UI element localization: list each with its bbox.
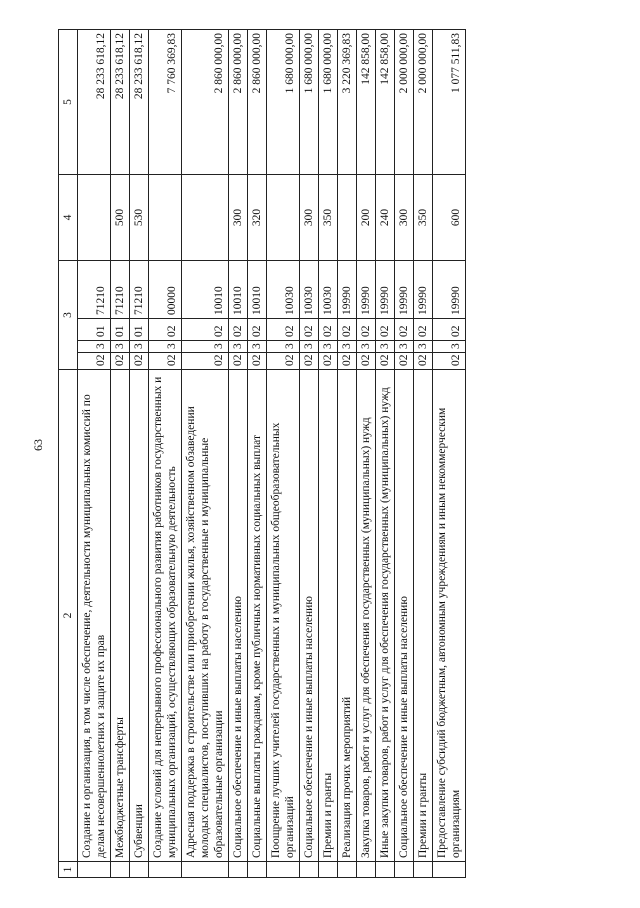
amount: 142 858,00 xyxy=(376,30,395,175)
table-row xyxy=(319,30,338,878)
row-name: Иные закупки товаров, работ и услуг для обеспечения государственных (муниципальных) нужд xyxy=(376,370,395,862)
code-part-3: 02 xyxy=(149,319,182,341)
code-part-2: 3 xyxy=(267,341,300,353)
row-name: Создание условий для непрерывного профессионального развития работников государственных и муниципальных организаций, осуществляющих образовательную деятельность xyxy=(149,370,182,862)
row-number-cell xyxy=(414,862,433,878)
expense-type-code xyxy=(149,175,182,261)
row-number-cell xyxy=(78,862,111,878)
expense-type-code: 300 xyxy=(395,175,414,261)
amount: 1 077 511,83 xyxy=(433,30,466,175)
row-number-cell xyxy=(395,862,414,878)
code-part-3: 02 xyxy=(229,319,248,341)
amount: 2 860 000,00 xyxy=(248,30,267,175)
code-part-4: 10010 xyxy=(182,261,229,319)
expense-type-code: 300 xyxy=(229,175,248,261)
code-part-4: 19990 xyxy=(414,261,433,319)
amount: 2 000 000,00 xyxy=(414,30,433,175)
code-part-4: 00000 xyxy=(149,261,182,319)
code-part-3: 01 xyxy=(78,319,111,341)
code-part-3: 02 xyxy=(414,319,433,341)
code-part-4: 10030 xyxy=(267,261,300,319)
header-row xyxy=(59,30,78,878)
amount: 2 860 000,00 xyxy=(229,30,248,175)
row-number-cell xyxy=(357,862,376,878)
row-name: Создание и организация, в том числе обеспечение, деятельности муниципальных комиссий по делам несовершеннолетних и защите их прав xyxy=(78,370,111,862)
code-part-4: 71210 xyxy=(111,261,130,319)
amount: 1 680 000,00 xyxy=(267,30,300,175)
row-number-cell xyxy=(149,862,182,878)
row-name: Субвенции xyxy=(130,370,149,862)
row-number-cell xyxy=(248,862,267,878)
table-row xyxy=(149,30,182,878)
code-part-2: 3 xyxy=(248,341,267,353)
table-row xyxy=(338,30,357,878)
table-row xyxy=(248,30,267,878)
row-name: Премии и гранты xyxy=(319,370,338,862)
table-row xyxy=(357,30,376,878)
header-cell-4: 4 xyxy=(59,175,78,261)
row-name: Предоставление субсидий бюджетным, автономным учреждениям и иным некоммерческим организациям xyxy=(433,370,466,862)
expense-type-code: 240 xyxy=(376,175,395,261)
expense-type-code xyxy=(338,175,357,261)
expense-type-code: 500 xyxy=(111,175,130,261)
code-part-4: 19990 xyxy=(357,261,376,319)
expense-type-code: 530 xyxy=(130,175,149,261)
code-part-4: 10010 xyxy=(229,261,248,319)
header-cell-5: 5 xyxy=(59,30,78,175)
code-part-2: 3 xyxy=(130,341,149,353)
header-cell-1: 1 xyxy=(59,862,78,878)
code-part-1: 02 xyxy=(111,353,130,370)
code-part-1: 02 xyxy=(376,353,395,370)
expense-type-code: 300 xyxy=(300,175,319,261)
code-part-1: 02 xyxy=(395,353,414,370)
row-number-cell xyxy=(300,862,319,878)
code-part-2: 3 xyxy=(338,341,357,353)
code-part-1: 02 xyxy=(229,353,248,370)
row-number-cell xyxy=(267,862,300,878)
code-part-3: 01 xyxy=(130,319,149,341)
row-name: Адресная поддержка в строительстве или приобретении жилья, хозяйственном обзаведении молодых специалистов, поступивших на работу в государственные и муниципальные образовательные организации xyxy=(182,370,229,862)
amount: 3 220 369,83 xyxy=(338,30,357,175)
code-part-4: 19990 xyxy=(395,261,414,319)
expense-type-code: 200 xyxy=(357,175,376,261)
amount: 28 233 618,12 xyxy=(111,30,130,175)
code-part-2: 3 xyxy=(111,341,130,353)
row-number-cell xyxy=(130,862,149,878)
code-part-2: 3 xyxy=(357,341,376,353)
row-name: Социальное обеспечение и иные выплаты населению xyxy=(229,370,248,862)
budget-table xyxy=(58,29,466,878)
table-row xyxy=(300,30,319,878)
code-part-1: 02 xyxy=(433,353,466,370)
code-part-3: 02 xyxy=(338,319,357,341)
expense-type-code: 350 xyxy=(319,175,338,261)
code-part-3: 02 xyxy=(395,319,414,341)
code-part-4: 10030 xyxy=(300,261,319,319)
code-part-1: 02 xyxy=(149,353,182,370)
amount: 2 860 000,00 xyxy=(182,30,229,175)
table-rotor xyxy=(58,30,613,878)
code-part-1: 02 xyxy=(414,353,433,370)
code-part-4: 71210 xyxy=(78,261,111,319)
code-part-1: 02 xyxy=(182,353,229,370)
table-row xyxy=(111,30,130,878)
code-part-1: 02 xyxy=(357,353,376,370)
row-number-cell xyxy=(319,862,338,878)
page-number: 63 xyxy=(31,439,45,451)
code-part-2: 3 xyxy=(376,341,395,353)
table-row xyxy=(229,30,248,878)
table-body xyxy=(59,30,466,878)
header-cell-2: 2 xyxy=(59,370,78,862)
amount: 2 000 000,00 xyxy=(395,30,414,175)
table-row xyxy=(182,30,229,878)
code-part-3: 02 xyxy=(376,319,395,341)
table-row xyxy=(130,30,149,878)
table-row xyxy=(267,30,300,878)
code-part-4: 71210 xyxy=(130,261,149,319)
code-part-3: 02 xyxy=(433,319,466,341)
row-name: Закупка товаров, работ и услуг для обеспечения государственных (муниципальных) нужд xyxy=(357,370,376,862)
amount: 7 760 369,83 xyxy=(149,30,182,175)
table-row xyxy=(376,30,395,878)
code-part-2: 3 xyxy=(149,341,182,353)
code-part-2: 3 xyxy=(229,341,248,353)
code-part-3: 02 xyxy=(182,319,229,341)
row-name: Социальное обеспечение и иные выплаты населению xyxy=(395,370,414,862)
expense-type-code: 600 xyxy=(433,175,466,261)
row-number-cell xyxy=(182,862,229,878)
expense-type-code: 320 xyxy=(248,175,267,261)
code-part-4: 19990 xyxy=(376,261,395,319)
header-cell-3: 3 xyxy=(59,261,78,370)
expense-type-code xyxy=(182,175,229,261)
row-name: Реализация прочих мероприятий xyxy=(338,370,357,862)
code-part-1: 02 xyxy=(300,353,319,370)
row-name: Социальное обеспечение и иные выплаты населению xyxy=(300,370,319,862)
table-row xyxy=(78,30,111,878)
amount: 1 680 000,00 xyxy=(300,30,319,175)
amount: 142 858,00 xyxy=(357,30,376,175)
expense-type-code xyxy=(267,175,300,261)
row-name: Поощрение лучших учителей государственных и муниципальных общеобразовательных организаций xyxy=(267,370,300,862)
code-part-2: 3 xyxy=(78,341,111,353)
row-name: Социальные выплаты гражданам, кроме публичных нормативных социальных выплат xyxy=(248,370,267,862)
code-part-1: 02 xyxy=(319,353,338,370)
row-number-cell xyxy=(376,862,395,878)
code-part-2: 3 xyxy=(395,341,414,353)
code-part-1: 02 xyxy=(248,353,267,370)
row-number-cell xyxy=(433,862,466,878)
code-part-3: 02 xyxy=(357,319,376,341)
row-number-cell xyxy=(338,862,357,878)
expense-type-code xyxy=(78,175,111,261)
code-part-1: 02 xyxy=(338,353,357,370)
row-number-cell xyxy=(229,862,248,878)
code-part-2: 3 xyxy=(319,341,338,353)
code-part-2: 3 xyxy=(182,341,229,353)
code-part-4: 10010 xyxy=(248,261,267,319)
code-part-4: 19990 xyxy=(433,261,466,319)
code-part-2: 3 xyxy=(433,341,466,353)
table-row xyxy=(395,30,414,878)
code-part-3: 02 xyxy=(267,319,300,341)
amount: 1 680 000,00 xyxy=(319,30,338,175)
code-part-1: 02 xyxy=(130,353,149,370)
code-part-4: 10030 xyxy=(319,261,338,319)
code-part-3: 01 xyxy=(111,319,130,341)
code-part-3: 02 xyxy=(248,319,267,341)
code-part-3: 02 xyxy=(300,319,319,341)
amount: 28 233 618,12 xyxy=(78,30,111,175)
row-name: Премии и гранты xyxy=(414,370,433,862)
amount: 28 233 618,12 xyxy=(130,30,149,175)
row-number-cell xyxy=(111,862,130,878)
code-part-2: 3 xyxy=(414,341,433,353)
code-part-3: 02 xyxy=(319,319,338,341)
rotated-sheet xyxy=(58,30,613,878)
code-part-1: 02 xyxy=(78,353,111,370)
row-name: Межбюджетные трансферты xyxy=(111,370,130,862)
table-row xyxy=(414,30,433,878)
expense-type-code: 350 xyxy=(414,175,433,261)
code-part-2: 3 xyxy=(300,341,319,353)
code-part-4: 19990 xyxy=(338,261,357,319)
code-part-1: 02 xyxy=(267,353,300,370)
table-row xyxy=(433,30,466,878)
